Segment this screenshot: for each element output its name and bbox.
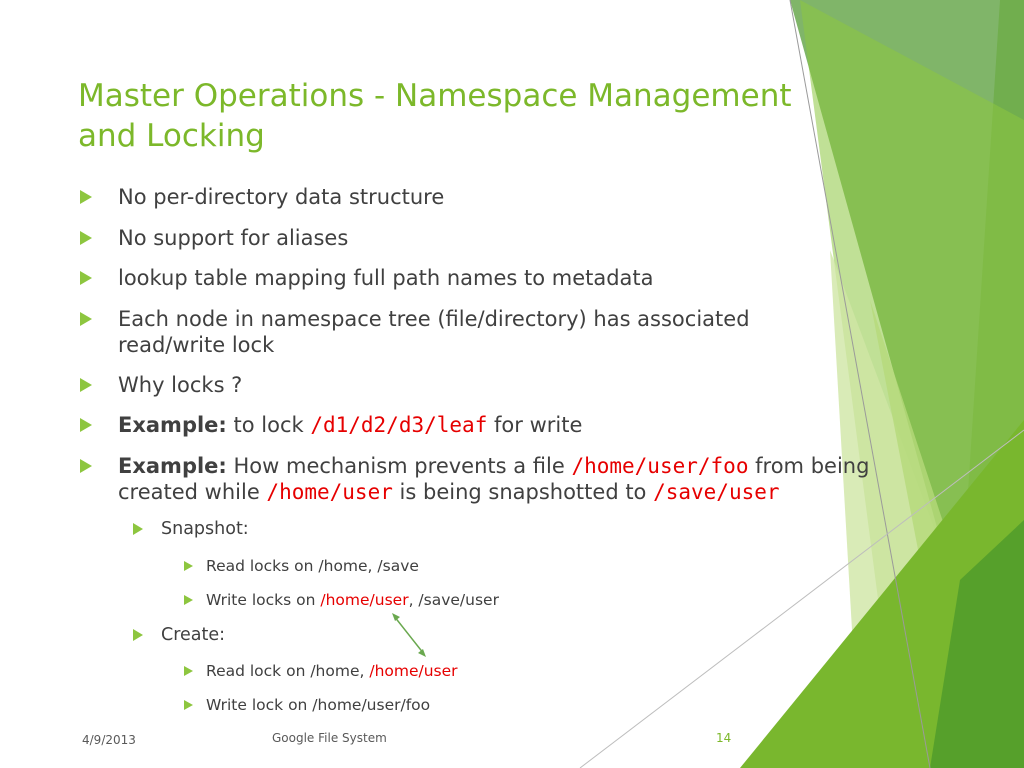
triangle-right-icon	[133, 523, 143, 535]
create-write-lock: Write lock on /home/user/foo	[184, 695, 684, 715]
triangle-right-icon	[184, 561, 193, 571]
snapshot-write-locks: Write locks on /home/user, /save/user	[184, 590, 684, 610]
path-home-user: /home/user	[320, 591, 409, 609]
triangle-right-icon	[184, 595, 193, 605]
example-label: Example:	[118, 413, 227, 437]
triangle-right-icon	[80, 418, 92, 432]
path-home-user: /home/user	[369, 662, 458, 680]
bullet-no-per-directory: No per-directory data structure	[80, 184, 890, 210]
sub-bullet-create: Create:	[133, 624, 733, 646]
path-home-user: /home/user	[266, 480, 393, 504]
bullet-node-lock-line2: read/write lock	[118, 333, 275, 357]
triangle-right-icon	[184, 666, 193, 676]
example-label: Example:	[118, 454, 227, 478]
bullet-lookup-table: lookup table mapping full path names to metadata	[80, 265, 890, 291]
triangle-right-icon	[80, 378, 92, 392]
path-home-user-foo: /home/user/foo	[571, 454, 749, 478]
triangle-right-icon	[133, 629, 143, 641]
create-read-lock: Read lock on /home, /home/user	[184, 661, 684, 681]
bullet-example-snapshot: Example: How mechanism prevents a file /home/user/foo from being created while /home/user is being snapshotted to /save/user	[80, 453, 890, 505]
triangle-right-icon	[80, 312, 92, 326]
title-line-1: Master Operations - Namespace Management	[78, 78, 792, 114]
double-arrow-icon	[380, 605, 440, 665]
bullet-node-lock	[80, 306, 890, 358]
sub-bullet-snapshot: Snapshot:	[133, 518, 733, 540]
footer-date: 4/9/2013	[82, 733, 136, 747]
triangle-right-icon	[80, 271, 92, 285]
triangle-right-icon	[80, 190, 92, 204]
triangle-right-icon	[80, 231, 92, 245]
slide-title	[78, 76, 798, 156]
title-line-2: and Locking	[78, 118, 265, 154]
footer-page-number: 14	[716, 731, 732, 745]
path-save-user: /save/user	[653, 480, 780, 504]
footer-title: Google File System	[272, 731, 387, 745]
bullet-example-lock: Example: to lock /d1/d2/d3/leaf for write	[80, 412, 890, 438]
bullet-why-locks: Why locks ?	[80, 372, 890, 398]
bullet-node-lock-line1: Each node in namespace tree (file/directory) has associated	[118, 307, 750, 331]
bullet-no-aliases: No support for aliases	[80, 225, 890, 251]
triangle-right-icon	[184, 700, 193, 710]
snapshot-read-locks: Read locks on /home, /save	[184, 556, 684, 576]
path-leaf: /d1/d2/d3/leaf	[310, 413, 488, 437]
triangle-right-icon	[80, 459, 92, 473]
